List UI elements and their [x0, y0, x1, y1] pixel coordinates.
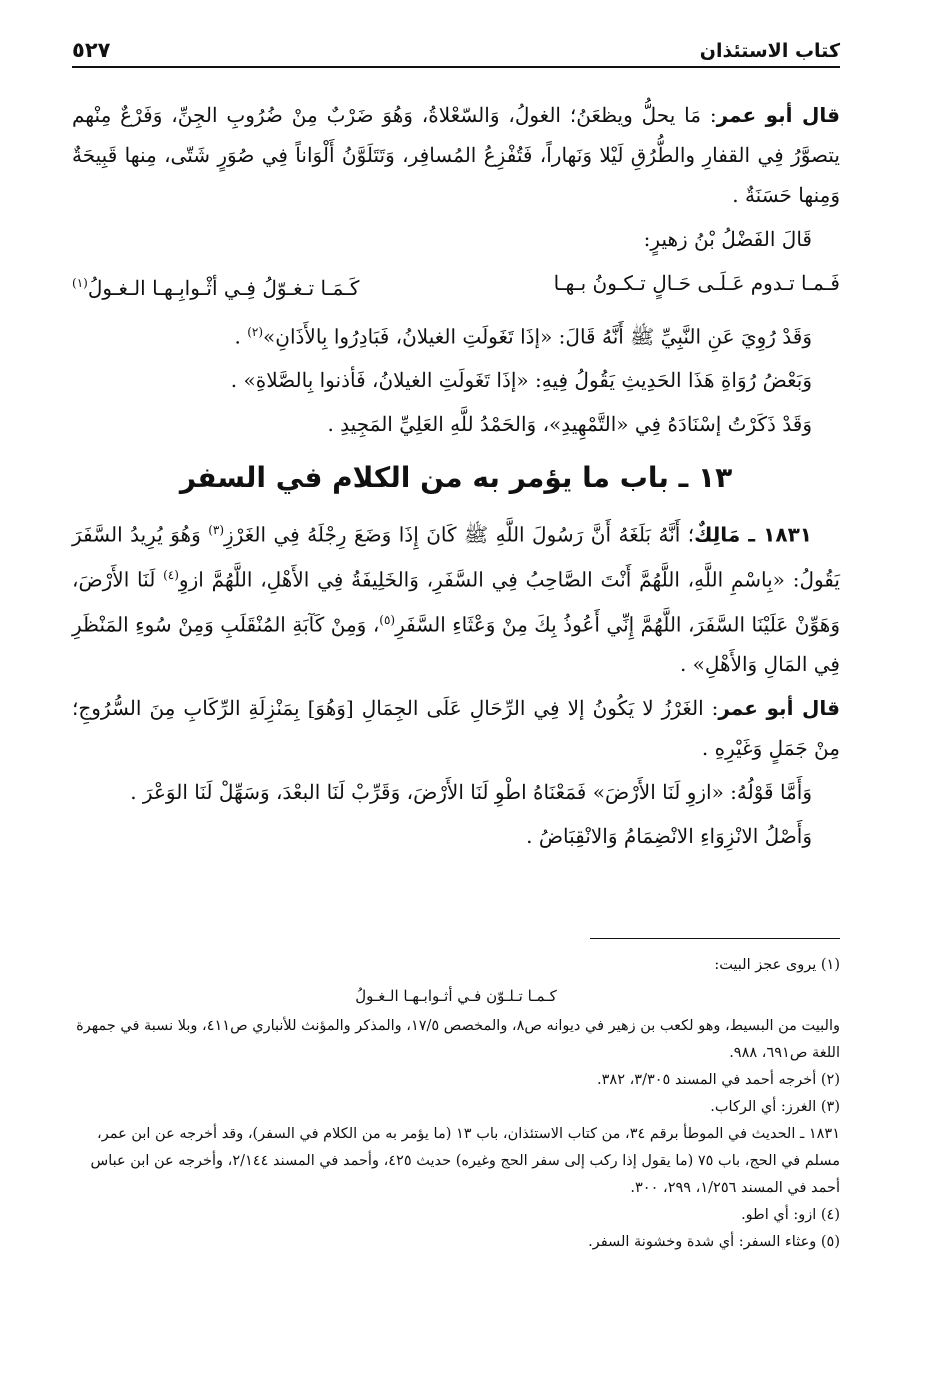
poetry-verse	[72, 263, 840, 308]
header-book-title: كتاب الاستئذان	[699, 40, 840, 62]
footnote-1-source: والبيت من البسيط، وهو لكعب بن زهير في ديوانه ص٨، والمخصص ١٧/٥، والمذكر والمؤنث للأنباري ص٤١١، وبلا نسبة في جمهرة اللغة ص٦٩١، ٩٨٨.	[76, 1018, 840, 1061]
paragraph-tamhid: وَقَدْ ذَكَرْتُ إسْنَادَهُ فِي «التَّمْهِيدِ»، وَالحَمْدُ للَّهِ العَلِيِّ المَجِيدِ .	[327, 412, 812, 437]
footnote-ref: (٣)	[208, 523, 225, 538]
footnote-ref: (٢)	[247, 324, 264, 339]
verse-first-hemistich: فَـمـا تـدوم عَـلَـى حَـالٍ تـكـونُ بـهـا	[553, 271, 840, 295]
footnote-1831: ١٨٣١ ـ الحديث في الموطأ برقم ٣٤، من كتاب الاستئذان، باب ١٣ (ما يؤمر به من الكلام في السفر)، وقد أخرجه عن ابن عمر، مسلم في الحج، باب ٧٥ (ما يقول إذا ركب إلى سفر الحج وغيره) حديث ٤٢٥، وأحمد في المسند ٢/١٤٤، وأخرجه عن ابن عباس أحمد في المسند ١/٢٥٦، ٢٩٩، ٣٠٠.	[90, 1126, 840, 1196]
main-text	[72, 95, 840, 860]
footnote-2: (٢) أخرجه أحمد في المسند ٣/٣٠٥، ٣٨٢.	[597, 1072, 840, 1088]
paragraph-text: : مَا يحلُّ ويظعَنُ؛ الغولُ، وَالسّعْلاةُ، وَهُوَ ضَرْبٌ مِنْ ضُرُوبِ الجِنِّ، وَفَرْعٌ مِنْهم يتصوَّرُ فِي القفارِ والطُّرُقِ لَيْلا وَنَهاراً، فَتُفْزِعُ المُسافِر، وَتَتَلَوَّنُ أَلْوَاناً فِي صُوَرٍ شَتّى، مِنها قَبِيحَةٌ وَمِنها حَسَنَةٌ .	[72, 103, 840, 207]
footnote-1-verse: كـمـا تـلـوّن فـي أثـوابـهـا الـغـولُ	[355, 987, 557, 1005]
hadith-number: ١٨٣١ ـ مَالِكٌ	[694, 522, 812, 547]
footnote-divider	[590, 938, 840, 939]
paragraph-hadith-1831: ١٨٣١ ـ مَالِكٌ؛ أَنَّهُ بَلَغَهُ أَنَّ رَسُولَ اللَّهِ ﷺ كَانَ إِذَا وَضَعَ رِجْلَهُ فِي الغَرْزِ$^{(٣)}$ وَهُوَ يُرِيدُ السَّفَرَ يَقُولُ: «بِاسْمِ اللَّهِ، اللَّهُمَّ أَنْتَ الصَّاحِبُ فِي السَّفَرِ، وَالخَلِيفَةُ فِي الأَهْلِ، اللَّهُمَّ ازوِ$^{(٤)}$ لَنَا الأَرْضَ، وَهَوِّنْ عَلَيْنَا السَّفَرَ، اللَّهُمَّ إِنِّي أَعُوذُ بِكَ مِنْ وَعْثَاءِ السَّفَرِ$^{(٥)}$، وَمِنْ كَآبَةِ المُنْقَلَبِ وَمِنْ سُوءِ المَنْظَرِ فِي المَالِ وَالأَهْلِ» .	[72, 522, 840, 677]
paragraph-abu-umar-gharz: قال أبو عمر: الغَرْزُ لا يَكُونُ إلا فِي الرِّحَالِ عَلَى الجِمَالِ [وَهُوَ] بِمَنْزِلَةِ الرِّكَابِ مِنَ السُّرُوجِ؛ مِنْ جَمَلٍ وَغَيْرِهِ .	[72, 696, 840, 761]
footnote-ref: (١)	[72, 276, 88, 290]
running-header	[72, 22, 840, 68]
speaker-label: قال أبو عمر	[716, 103, 840, 127]
paragraph-origin: وَأَصْلُ الانْزِوَاءِ الانْضِمَامُ وَالانْقِبَاضُ .	[526, 824, 812, 849]
paragraph-hadith-adhan: وَقَدْ رُوِيَ عَنِ النَّبِيِّ ﷺ أَنَّهُ قَالَ: «إذَا تَغَولَتِ الغيلانُ، فَبَادِرُوا بِالأَذَانِ»$^{(٢)}$ .	[234, 324, 812, 349]
paragraph-abu-umar-ghoul	[72, 95, 840, 215]
paragraph-poet-intro: قَالَ الفَضْلُ بْنُ زهيرٍ:	[643, 227, 812, 251]
chapter-heading: ١٣ ـ باب ما يؤمر به من الكلام في السفر	[179, 461, 733, 495]
footnote-ref: (٥)	[379, 612, 396, 627]
paragraph-hadith-variant: وَبَعْضُ رُوَاةِ هَذَا الحَدِيثِ يَقُولُ فِيهِ: «إذَا تَغَولَتِ الغيلانُ، فَأذنوا بِالصَّلاةِ» .	[230, 368, 812, 393]
footnotes-section	[72, 952, 840, 1256]
speaker-label: قال أبو عمر	[718, 696, 840, 721]
footnote-3: (٣) الغرز: أي الركاب.	[710, 1099, 840, 1115]
header-page-number: ٥٢٧	[72, 38, 111, 62]
verse-second-hemistich: كَـمَـا تـغـوّلُ فِـي أثْـوابِـهـا الـغـولُ(١)	[72, 263, 359, 308]
footnote-4: (٤) ازو: أي اطو.	[741, 1207, 840, 1223]
footnote-ref: (٤)	[163, 567, 179, 582]
footnote-1: (١) يروى عجز البيت:	[714, 957, 840, 973]
paragraph-meaning: وَأَمَّا قَوْلُهُ: «ازوِ لَنَا الأَرْضَ» فَمَعْنَاهُ اطْوِ لَنَا الأَرْضَ، وَقَرِّبْ لَنَا البعْدَ، وَسَهِّلْ لَنَا الوَعْرَ .	[130, 780, 812, 805]
footnote-5: (٥) وعثاء السفر: أي شدة وخشونة السفر.	[588, 1234, 840, 1250]
